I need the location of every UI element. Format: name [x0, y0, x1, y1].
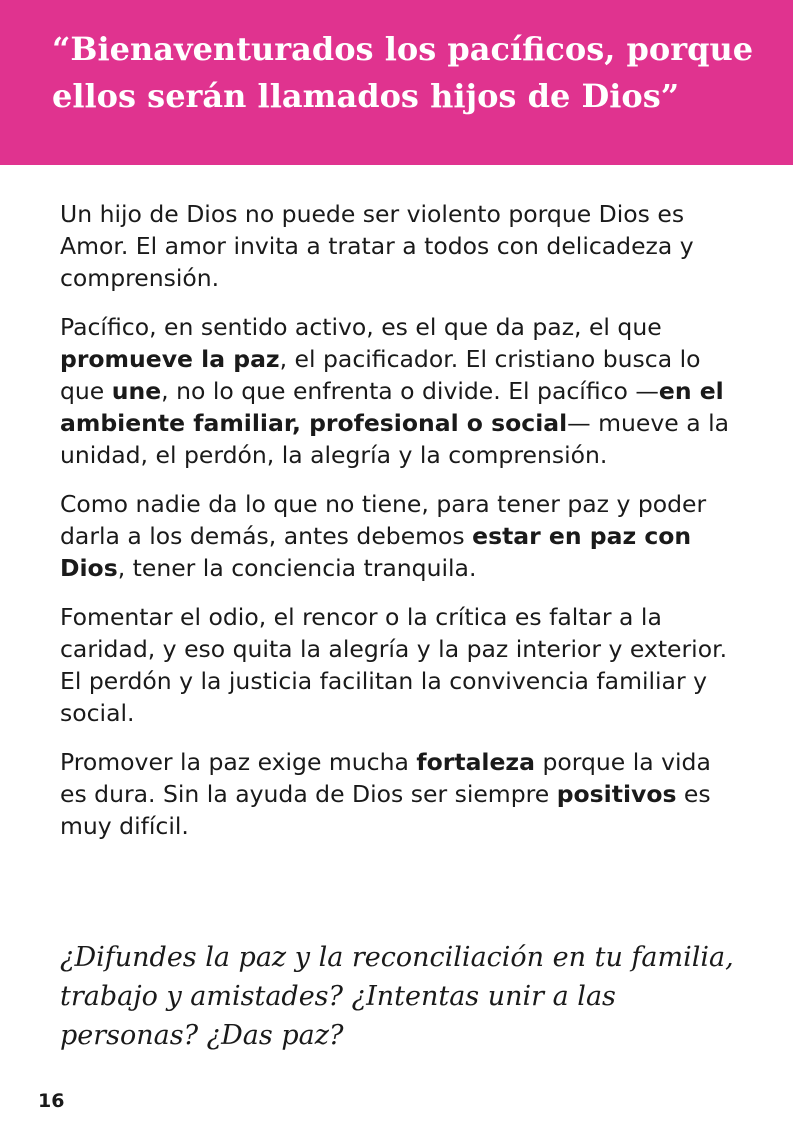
- text-segment: Un hijo de Dios no puede ser violento porque Dios es Amor. El amor invita a tratar a todos con delicadeza y comprensión.: [60, 200, 694, 292]
- body-text: [60, 198, 740, 859]
- paragraph: [60, 601, 740, 729]
- paragraph: [60, 311, 740, 471]
- text-segment: Promover la paz exige mucha: [60, 748, 417, 776]
- text-segment: — mueve a la unidad, el perdón, la alegría y la comprensión.: [60, 409, 730, 469]
- bold-text: estar en paz con Dios: [60, 522, 692, 582]
- bold-text: promueve la paz: [60, 345, 280, 373]
- text-segment: , el pacificador. El cristiano busca lo que: [60, 345, 701, 405]
- text-segment: Pacífico, en sentido activo, es el que da paz, el que: [60, 313, 662, 341]
- bold-text: fortaleza: [416, 748, 535, 776]
- text-segment: , no lo que enfrenta o divide. El pacífico —: [161, 377, 659, 405]
- paragraph: [60, 746, 740, 842]
- paragraph: [60, 198, 740, 294]
- text-segment: es muy difícil.: [60, 780, 711, 840]
- header-banner: [0, 0, 793, 165]
- bold-text: en el ambiente familiar, profesional o social: [60, 377, 724, 437]
- page-number: 16: [38, 1090, 65, 1112]
- page-title: “Bienaventurados los pacíficos, porque ellos serán llamados hijos de Dios”: [52, 30, 754, 115]
- text-segment: porque la vida es dura. Sin la ayuda de Dios ser siempre: [60, 748, 711, 808]
- text-segment: Fomentar el odio, el rencor o la crítica es faltar a la caridad, y eso quita la alegría y la paz interior y exterior. El perdón y la justicia facilitan la convivencia familiar y social.: [60, 603, 728, 727]
- paragraph: [60, 488, 740, 584]
- text-segment: Como nadie da lo que no tiene, para tener paz y poder darla a los demás, antes debemos: [60, 490, 707, 550]
- reflection-questions: ¿Difundes la paz y la reconciliación en tu familia, trabajo y amistades? ¿Intentas unir a las personas? ¿Das paz?: [60, 942, 734, 1051]
- bold-text: une: [111, 377, 162, 405]
- bold-text: positivos: [556, 780, 677, 808]
- text-segment: , tener la conciencia tranquila.: [117, 554, 477, 582]
